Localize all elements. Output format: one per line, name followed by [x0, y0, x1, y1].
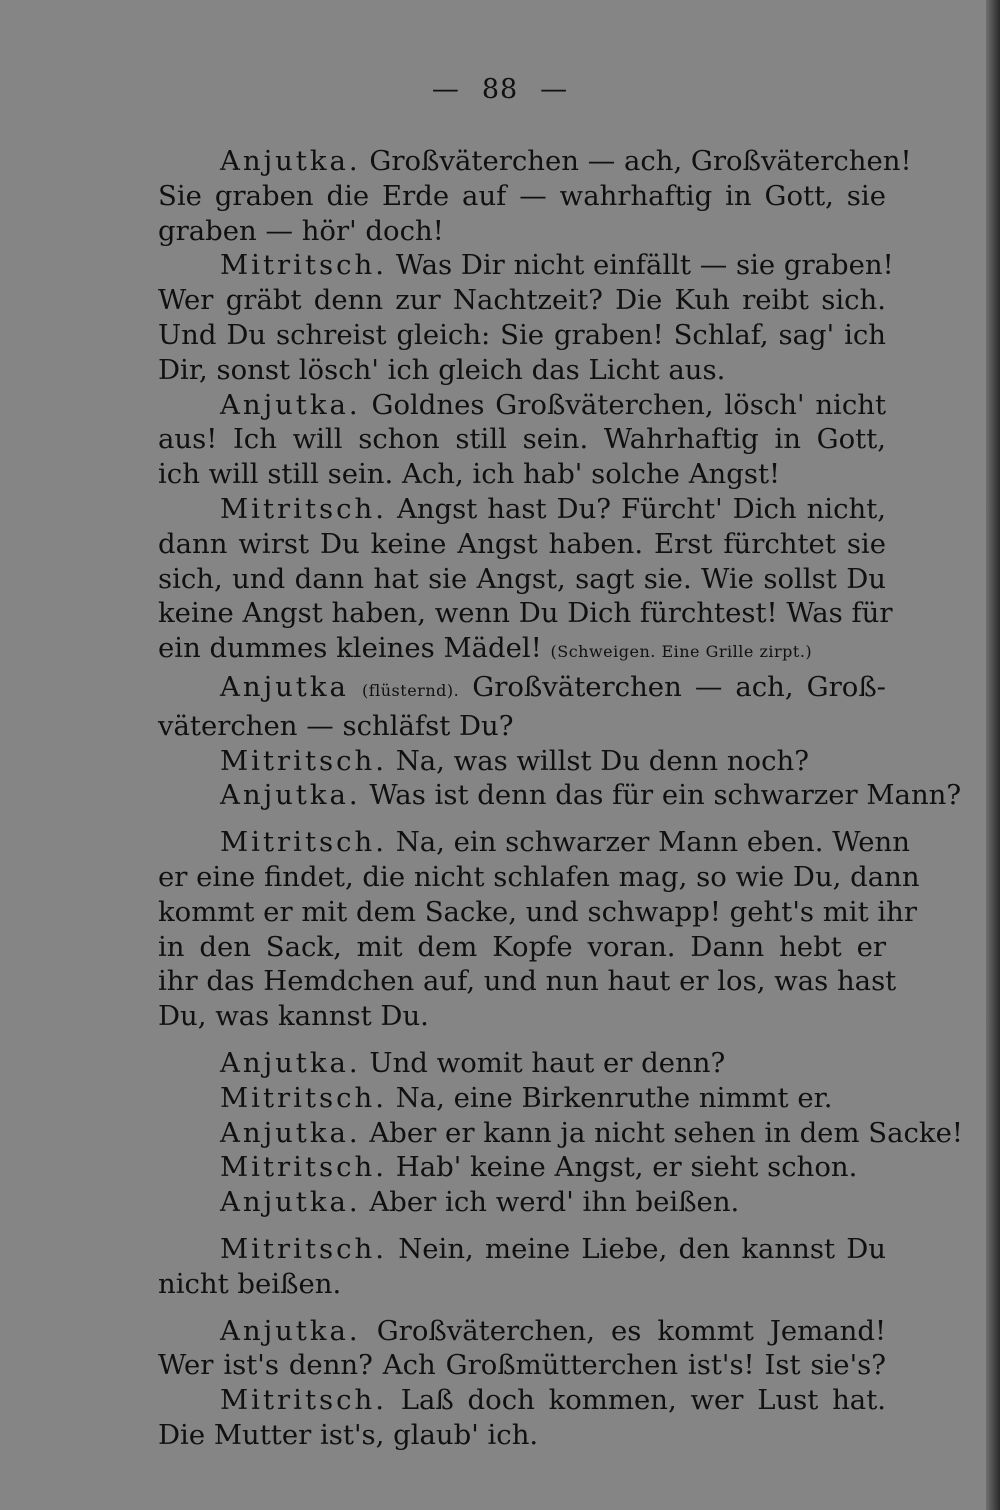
- stage-direction: (Schweigen. Eine Grille zirpt.): [550, 642, 813, 662]
- line-text: er eine findet, die nicht schlafen mag, so wie Du, dann: [158, 860, 920, 893]
- text-line: [158, 860, 920, 895]
- speaker-name: Anjutka.: [220, 145, 361, 177]
- line-text: ein dummes kleines Mädel!: [158, 632, 542, 665]
- header-dash-right: —: [540, 74, 569, 105]
- line-text: Hab' keine Angst, er sieht schon.: [395, 1151, 858, 1184]
- text-line: [158, 144, 912, 179]
- text-line: [158, 353, 886, 388]
- text-line: [158, 1081, 886, 1116]
- text-line: [158, 999, 886, 1034]
- line-text: Aber ich werd' ihn beißen.: [369, 1186, 740, 1219]
- line-text: Na, eine Birkenruthe nimmt er.: [395, 1081, 833, 1114]
- text-line: [158, 422, 886, 457]
- dialogue-text: [158, 144, 963, 1453]
- line-text: Angst hast Du? Fürcht' Dich nicht,: [396, 492, 886, 525]
- line-text: Wer ist's denn? Ach Großmütterchen ist's! Ist sie's?: [158, 1349, 886, 1382]
- text-line: [158, 1418, 886, 1453]
- line-text: Und womit haut er denn?: [369, 1046, 726, 1079]
- page-number: 88: [481, 74, 519, 105]
- text-line: [158, 318, 886, 353]
- text-line: [158, 1314, 886, 1349]
- text-line: [158, 1046, 886, 1081]
- speaker-name: Anjutka.: [220, 1186, 361, 1219]
- line-text: Die Mutter ist's, glaub' ich.: [158, 1418, 539, 1451]
- speaker-name: Mitritsch.: [220, 492, 387, 525]
- line-text: nicht beißen.: [158, 1267, 342, 1300]
- page-edge-shadow: [986, 0, 1000, 1510]
- stage-direction: (flüsternd).: [361, 680, 460, 700]
- speaker-name: Anjutka: [220, 670, 349, 703]
- text-line: [158, 1185, 886, 1220]
- text-line: [158, 964, 897, 999]
- speaker-name: Mitritsch.: [220, 249, 387, 282]
- line-text: Was Dir nicht einfällt — sie graben!: [395, 249, 894, 282]
- line-text: graben — hör' doch!: [158, 214, 444, 247]
- speaker-name: Mitritsch.: [220, 1232, 387, 1265]
- line-text: väterchen — schläfst Du?: [158, 709, 514, 742]
- line-text: Na, ein schwarzer Mann eben. Wenn: [395, 826, 910, 859]
- text-line: [158, 457, 886, 492]
- text-line: [158, 283, 886, 318]
- line-text: Nein, meine Liebe, den kannst Du: [398, 1232, 886, 1265]
- text-line: [158, 895, 918, 930]
- speaker-name: Mitritsch.: [220, 826, 387, 859]
- text-line: [158, 1348, 886, 1383]
- speaker-name: Anjutka.: [220, 388, 361, 421]
- speaker-name: Mitritsch.: [220, 744, 387, 777]
- line-text: Sie graben die Erde auf — wahrhaftig in Gott, sie: [158, 179, 886, 212]
- text-line: [158, 527, 886, 562]
- line-text: Laß doch kommen, wer Lust hat.: [400, 1384, 886, 1417]
- text-line: [158, 631, 886, 670]
- text-line: [158, 179, 886, 214]
- line-text: Großväterchen — ach, Großväterchen!: [369, 145, 912, 177]
- line-text: in den Sack, mit dem Kopfe voran. Dann hebt er: [158, 930, 886, 963]
- text-line: [158, 744, 886, 779]
- line-text: Aber er kann ja nicht sehen in dem Sacke!: [369, 1116, 963, 1149]
- line-text: ihr das Hemdchen auf, und nun haut er los, was hast: [158, 965, 897, 998]
- speaker-name: Anjutka.: [220, 779, 361, 812]
- text-line: [158, 214, 886, 249]
- header-dash-left: —: [431, 74, 460, 105]
- line-text: Großväterchen — ach, Groß-: [472, 670, 886, 703]
- text-line: [158, 709, 886, 744]
- text-line: [158, 1383, 886, 1418]
- text-line: [158, 778, 962, 813]
- line-text: dann wirst Du keine Angst haben. Erst fürchtet sie: [158, 527, 886, 560]
- line-text: Dir, sonst lösch' ich gleich das Licht aus.: [158, 353, 726, 386]
- speaker-name: Mitritsch.: [220, 1384, 387, 1417]
- line-text: sich, und dann hat sie Angst, sagt sie. Wie sollst Du: [158, 562, 886, 595]
- line-text: Was ist denn das für ein schwarzer Mann?: [369, 779, 962, 812]
- text-line: [158, 1267, 886, 1302]
- line-text: kommt er mit dem Sacke, und schwapp! geht's mit ihr: [158, 895, 918, 928]
- text-line: [158, 670, 886, 709]
- speaker-name: Anjutka.: [220, 1116, 361, 1149]
- line-text: Goldnes Großväterchen, lösch' nicht: [371, 388, 886, 421]
- line-text: Na, was willst Du denn noch?: [395, 744, 809, 777]
- text-line: [158, 1232, 886, 1267]
- line-text: Wer gräbt denn zur Nachtzeit? Die Kuh reibt sich.: [158, 284, 886, 317]
- page-header: [0, 74, 1000, 105]
- text-line: [158, 930, 886, 965]
- speaker-name: Mitritsch.: [220, 1151, 387, 1184]
- text-line: [158, 248, 894, 283]
- line-text: Du, was kannst Du.: [158, 1000, 429, 1033]
- line-text: aus! Ich will schon still sein. Wahrhaftig in Gott,: [158, 423, 886, 456]
- text-line: [158, 825, 910, 860]
- line-text: Und Du schreist gleich: Sie graben! Schlaf, sag' ich: [158, 318, 886, 351]
- speaker-name: Anjutka.: [220, 1046, 361, 1079]
- line-text: ich will still sein. Ach, ich hab' solche Angst!: [158, 458, 781, 491]
- speaker-name: Anjutka.: [220, 1314, 361, 1347]
- speaker-name: Mitritsch.: [220, 1081, 387, 1114]
- text-line: [158, 562, 886, 597]
- text-line: [158, 492, 886, 527]
- text-line: [158, 388, 886, 423]
- text-line: [158, 596, 893, 631]
- line-text: Großväterchen, es kommt Jemand!: [376, 1314, 886, 1347]
- line-text: keine Angst haben, wenn Du Dich fürchtest! Was für: [158, 597, 893, 630]
- text-line: [158, 1150, 886, 1185]
- text-line: [158, 1116, 963, 1151]
